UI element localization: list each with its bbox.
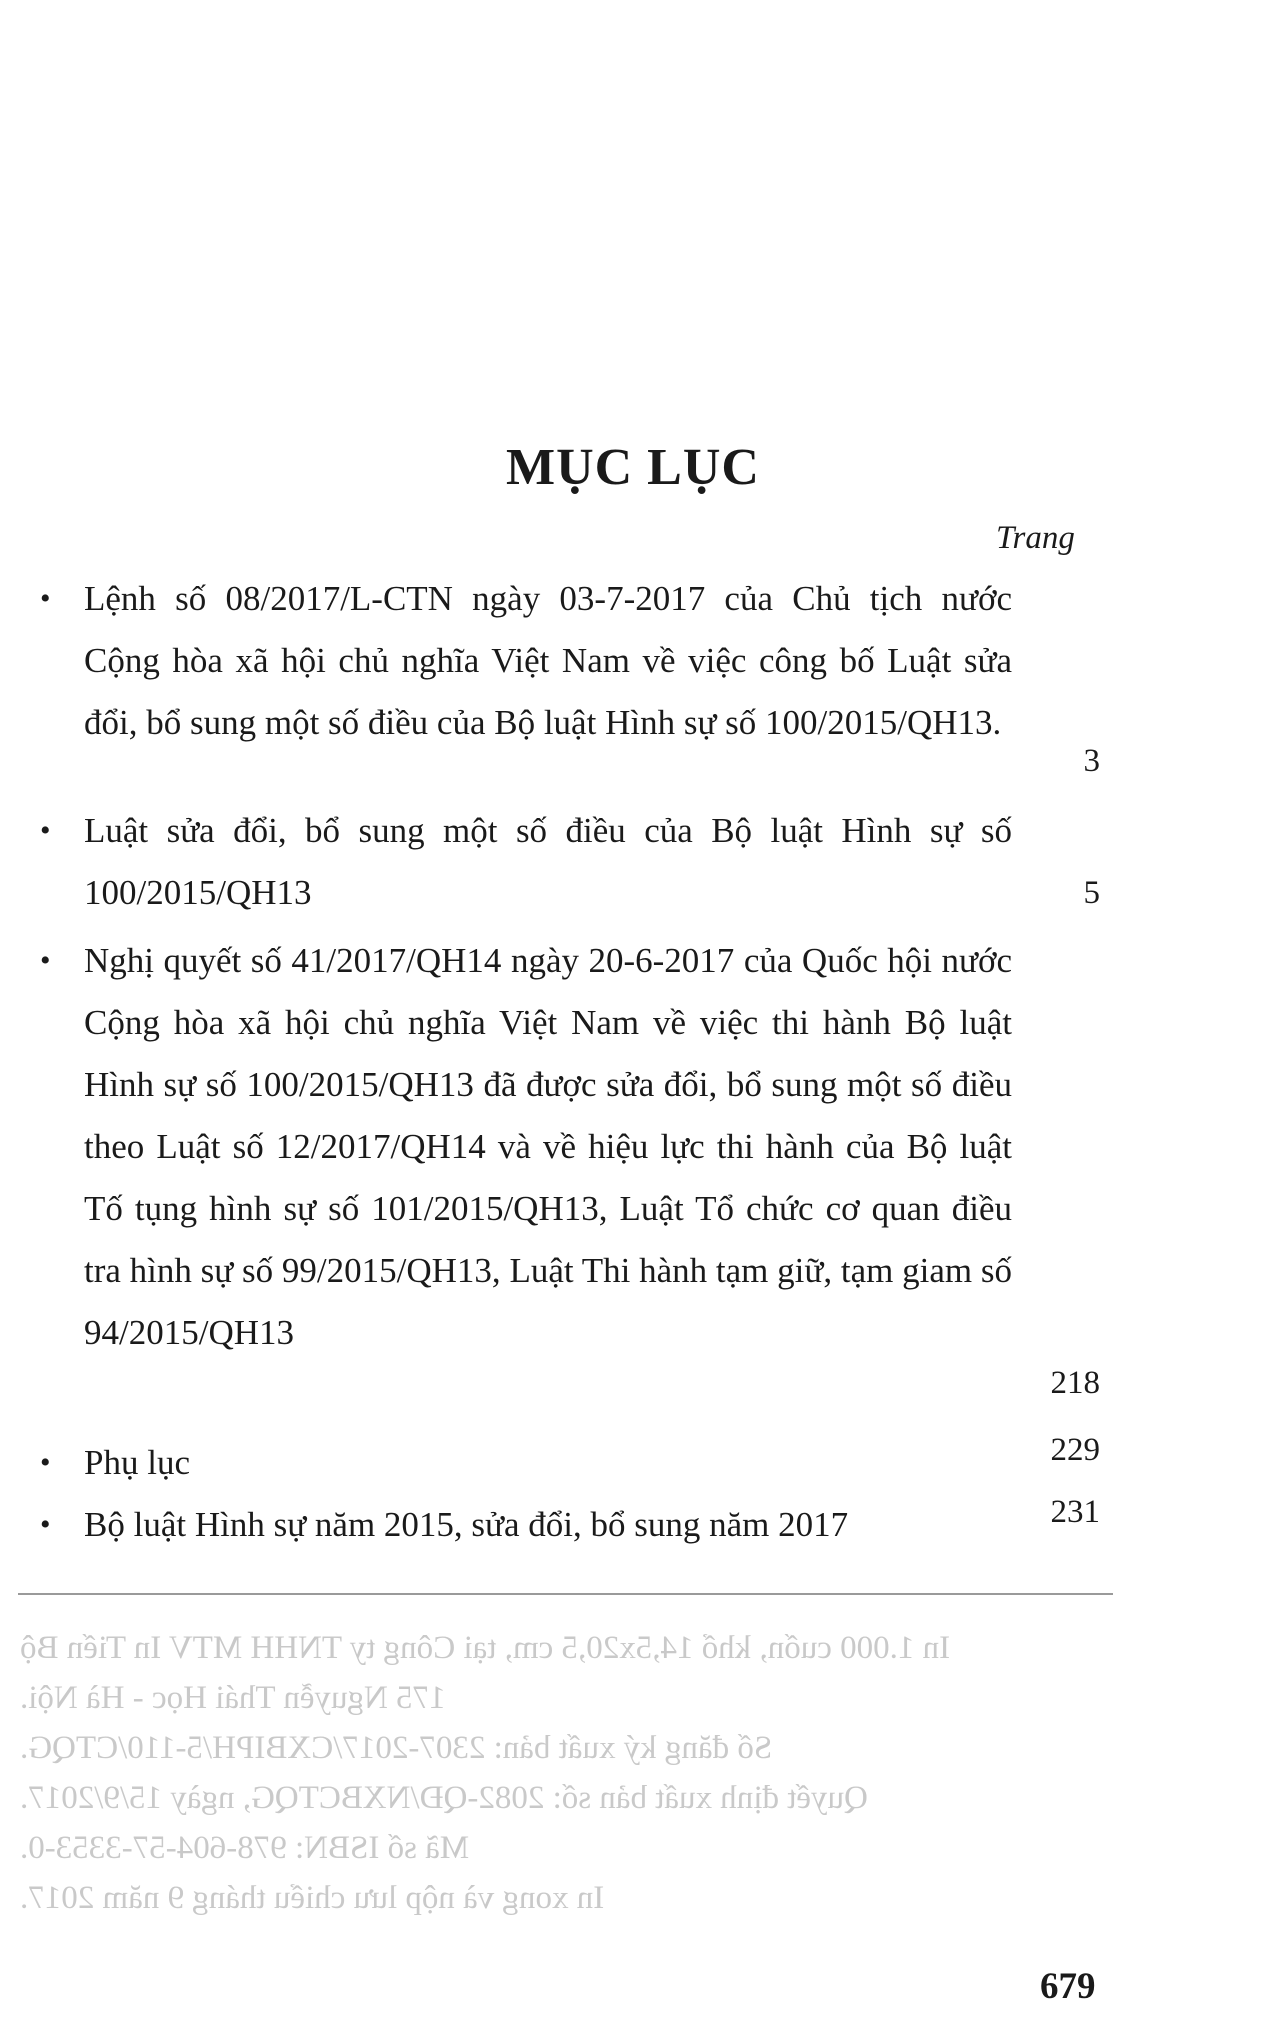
bullet-icon: • — [40, 944, 51, 977]
toc-entry-page: 229 — [1050, 1432, 1100, 1468]
toc-entry-text: Bộ luật Hình sự năm 2015, sửa đổi, bổ sung năm 2017 — [84, 1505, 849, 1544]
page-title: MỤC LỤC — [506, 439, 760, 496]
toc-entry — [40, 1494, 1100, 1556]
bullet-icon: • — [40, 582, 51, 615]
divider — [18, 1593, 1113, 1595]
toc-entry — [40, 930, 1100, 1426]
bleed-through-line: Quyết định xuất bản số: 2082-QĐ/NXBCTQG, ngày 15/9/2017. — [20, 1780, 868, 1816]
bleed-through-line: Số đăng ký xuất bản: 2307-2017/CXBIPH/5-110/CTQG. — [20, 1730, 773, 1766]
toc-entry-page: 5 — [1083, 875, 1100, 911]
bleed-through-line: Mã số ISBN: 978-604-57-3353-0. — [20, 1830, 470, 1866]
toc-entry-text: Lệnh số 08/2017/L-CTN ngày 03-7-2017 của Chủ tịch nước Cộng hòa xã hội chủ nghĩa Việt Nam về việc công bố Luật sửa đổi, bổ sung một số điều của Bộ luật Hình sự số 100/2015/QH13. — [84, 579, 1012, 742]
toc-entry — [40, 800, 1100, 924]
toc-entry — [40, 568, 1100, 816]
toc-entry-text: Phụ lục — [84, 1443, 190, 1482]
bullet-icon: • — [40, 1446, 51, 1479]
toc-entry-text: Nghị quyết số 41/2017/QH14 ngày 20-6-2017 của Quốc hội nước Cộng hòa xã hội chủ nghĩa Việt Nam về việc thi hành Bộ luật Hình sự số 100/2015/QH13 đã được sửa đổi, bổ sung một số điều theo Luật số 12/2017/QH14 và về hiệu lực thi hành của Bộ luật Tố tụng hình sự số 101/2015/QH13, Luật Tổ chức cơ quan điều tra hình sự số 99/2015/QH13, Luật Thi hành tạm giữ, tạm giam số 94/2015/QH13 — [84, 941, 1012, 1352]
page-column-label: Trang — [996, 520, 1075, 556]
page-number: 679 — [1040, 1966, 1096, 2007]
toc-entry-page: 3 — [1083, 743, 1100, 779]
bleed-through-line: In 1.000 cuốn, khổ 14,5x20,5 cm, tại Công ty TNHH MTV In Tiến Bộ — [20, 1630, 951, 1666]
bleed-through-line: In xong và nộp lưu chiểu tháng 9 năm 2017. — [20, 1880, 605, 1916]
bullet-icon: • — [40, 1508, 51, 1541]
bullet-icon: • — [40, 814, 51, 847]
toc-entry-page: 231 — [1050, 1494, 1100, 1530]
bleed-through-line: 175 Nguyễn Thái Học - Hà Nội. — [20, 1680, 446, 1716]
toc-entry-page: 218 — [1050, 1365, 1100, 1401]
toc-entry-text: Luật sửa đổi, bổ sung một số điều của Bộ luật Hình sự số 100/2015/QH13 — [84, 811, 1012, 912]
toc-entry — [40, 1432, 1100, 1494]
